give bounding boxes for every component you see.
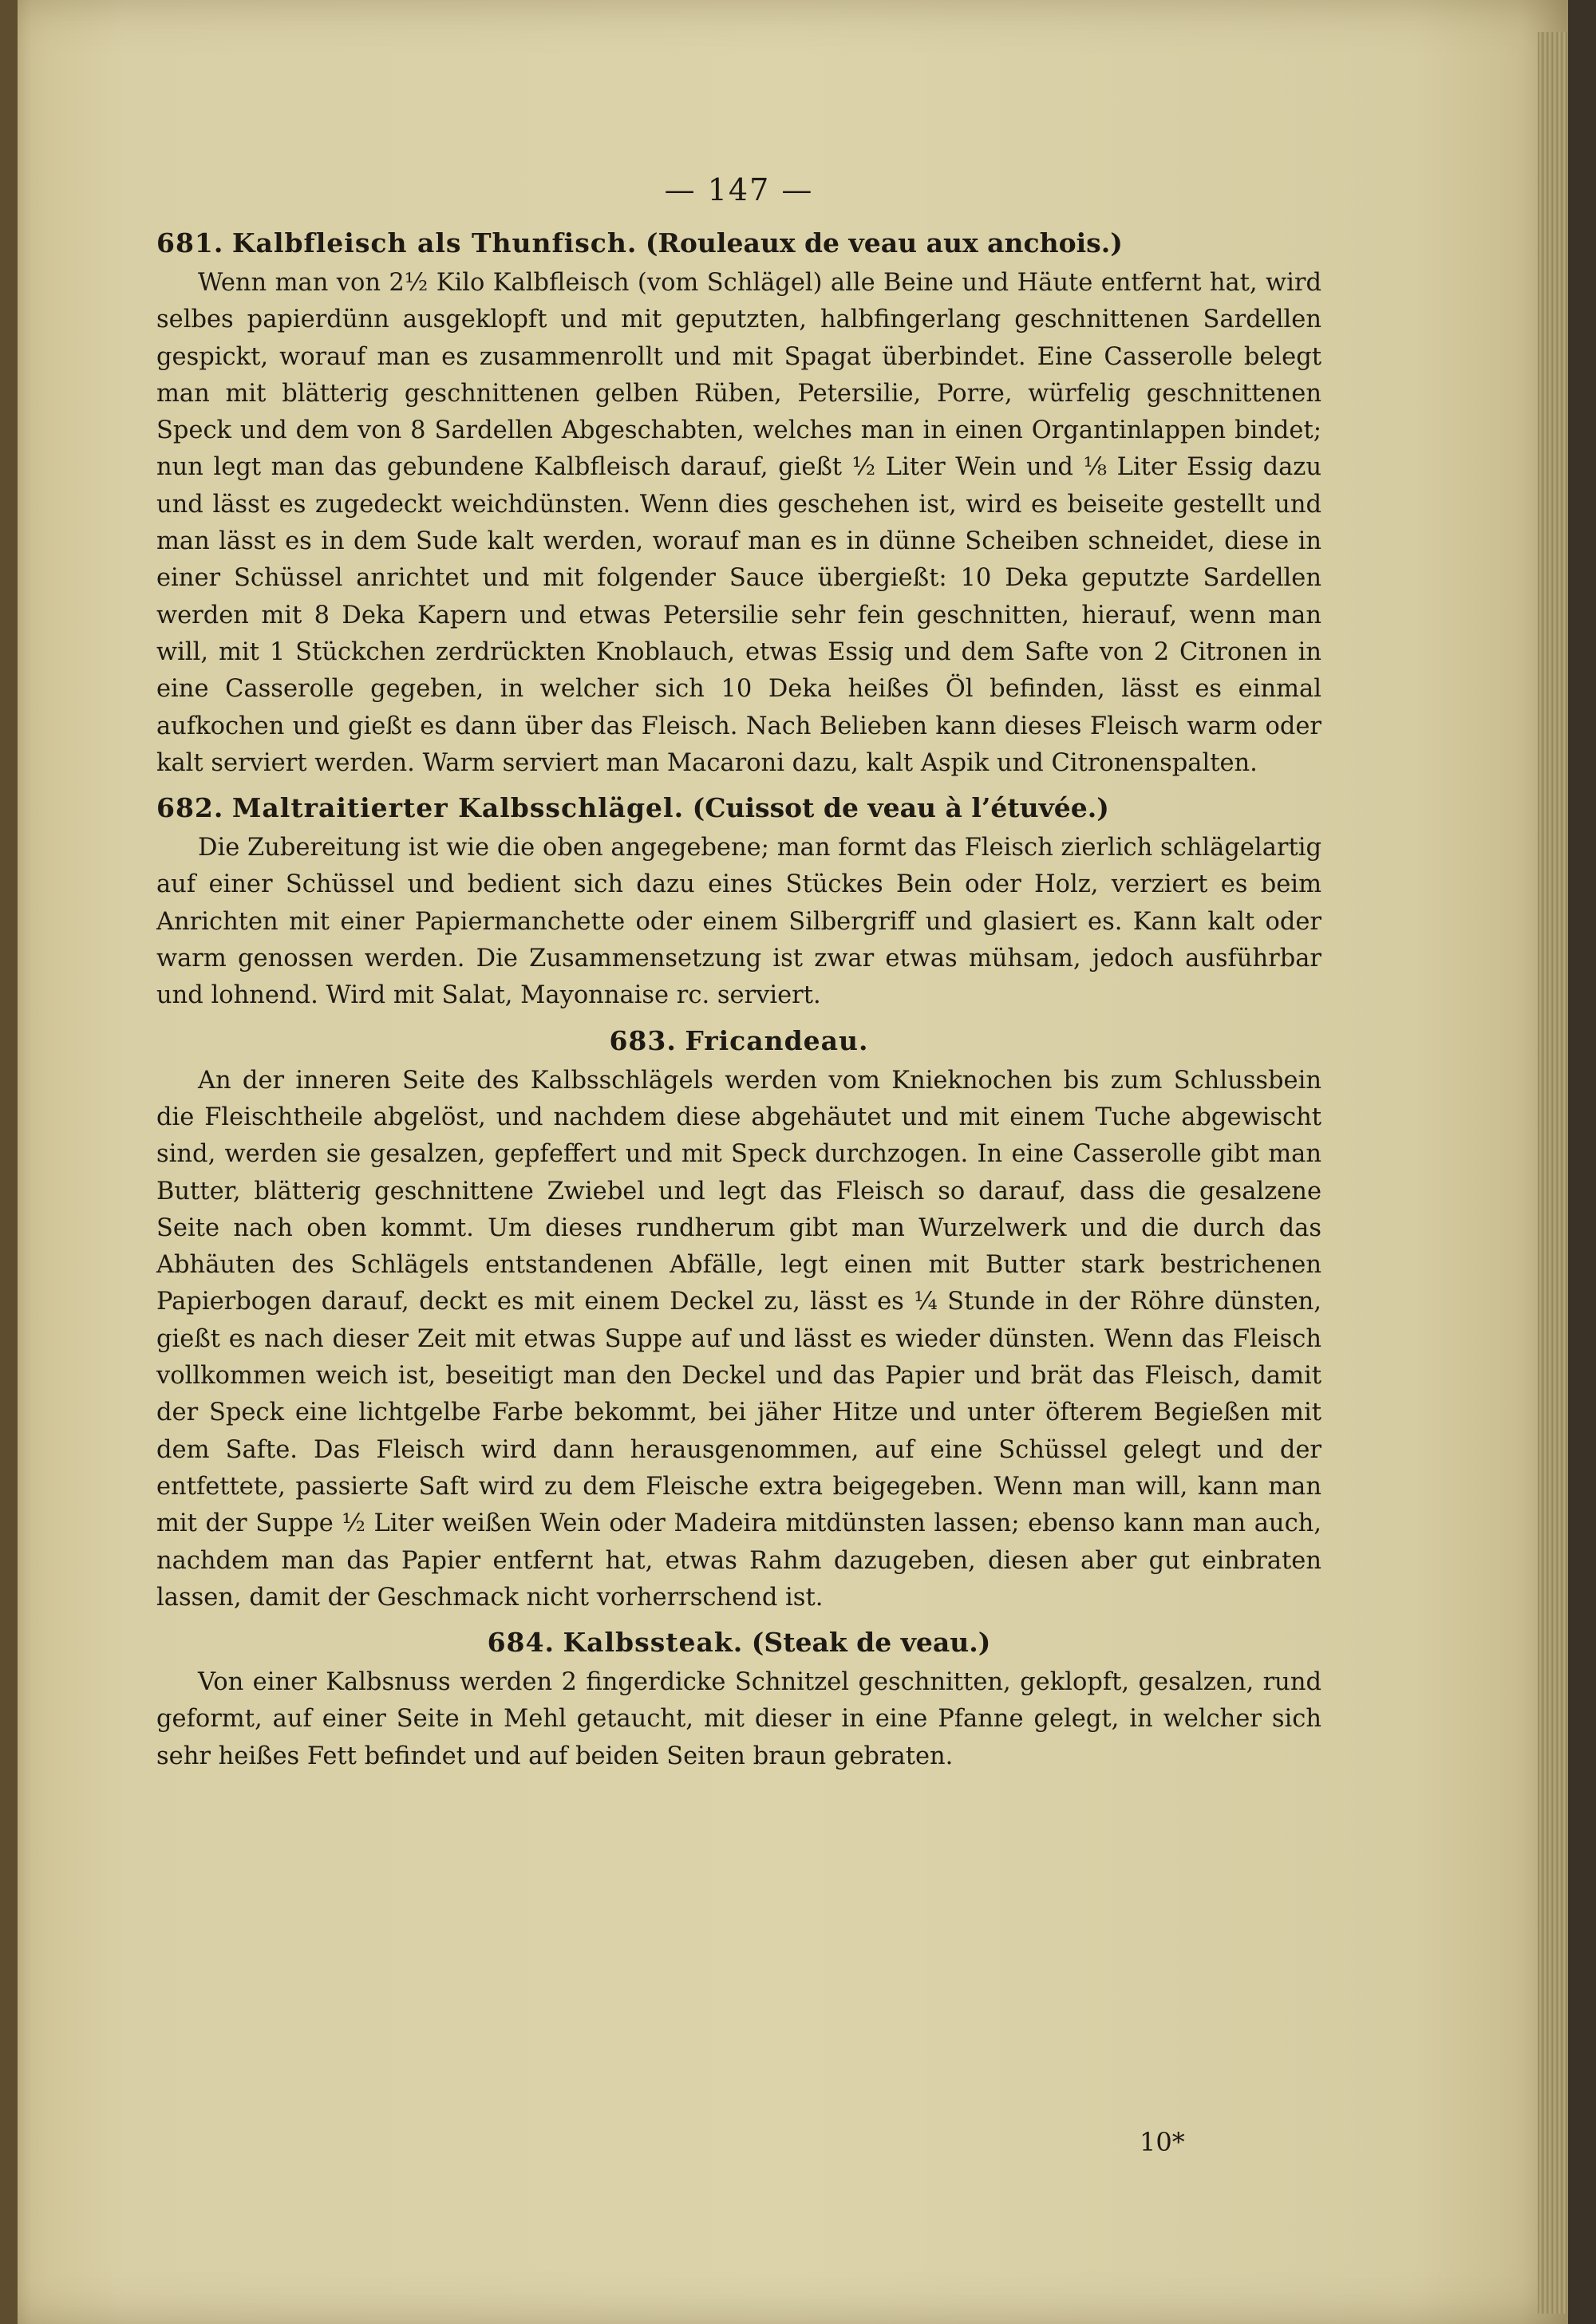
- recipe-title: Fricandeau.: [685, 1024, 869, 1056]
- page-number: — 147 —: [664, 172, 814, 207]
- recipe-french-title: (Rouleaux de veau aux anchois.): [645, 227, 1123, 258]
- recipe-heading: [156, 1621, 1321, 1664]
- recipe-683: [156, 1020, 1321, 1616]
- recipe-684: [156, 1621, 1321, 1775]
- recipe-text: Von einer Kalbsnuss werden 2 fingerdicke Schnitzel geschnitten, geklopft, gesalzen, rund geformt, auf einer Seite in Mehl getaucht, mit dieser in eine Pfanne gelegt, in welcher sich sehr heißes Fett befindet und auf beiden Seiten braun gebraten.: [156, 1668, 1321, 1770]
- recipe-number: 681.: [156, 227, 224, 258]
- recipe-number: 684.: [487, 1627, 555, 1659]
- recipe-title: Kalbssteak.: [563, 1627, 744, 1659]
- page-content: [156, 166, 1321, 1780]
- recipe-number: 682.: [156, 792, 224, 824]
- page-edges: [1538, 32, 1568, 2314]
- recipe-681: [156, 222, 1321, 782]
- recipe-french-title: (Cuissot de veau à l’étuvée.): [692, 792, 1109, 824]
- recipe-number: 683.: [609, 1024, 677, 1056]
- recipe-french-title: (Steak de veau.): [751, 1627, 991, 1659]
- recipe-text: An der inneren Seite des Kalbsschlägels werden vom Knieknochen bis zum Schlussbein die Fleischtheile abgelöst, und nachdem diese abgehäutet und mit einem Tuche abgewischt sind, werden sie gesalzen, gepfeffert und mit Speck durchzogen. In eine Casserolle gibt man Butter, blätterig geschnittene Zwiebel und legt das Fleisch so darauf, dass die gesalzene Seite nach oben kommt. Um dieses rundherum gibt man Wurzelwerk und die durch das Abhäuten des Schlägels entstandenen Abfälle, legt einen mit Butter stark bestrichenen Papierbogen darauf, deckt es mit einem Deckel zu, lässt es ¼ Stunde in der Röhre dünsten, gießt es nach dieser Zeit mit etwas Suppe auf und lässt es wieder dünsten. Wenn das Fleisch vollkommen weich ist, beseitigt man den Deckel und das Papier und brät das Fleisch, damit der Speck eine lichtgelbe Farbe bekommt, bei jäher Hitze und unter öfterem Begießen mit dem Safte. Das Fleisch wird dann herausgenommen, auf eine Schüssel gelegt und der entfettete, passierte Saft wird zu dem Fleische extra beigegeben. Wenn man will, kann man mit der Suppe ½ Liter weißen Wein oder Madeira mitdünsten lassen; ebenso kann man auch, nachdem man das Papier entfernt hat, etwas Rahm dazugeben, diesen aber gut einbraten lassen, damit der Geschmack nicht vorherrschend ist.: [156, 1066, 1321, 1612]
- book-binding: [0, 0, 18, 2324]
- recipe-text: Wenn man von 2½ Kilo Kalbfleisch (vom Schlägel) alle Beine und Häute entfernt hat, wird selbes papierdünn ausgeklopft und mit geputzten, halbfingerlang geschnittenen Sardellen gespickt, worauf man es zusammenrollt und mit Spagat überbindet. Eine Casserolle belegt man mit blätterig geschnittenen gelben Rüben, Petersilie, Porre, würfelig geschnittenen Speck und dem von 8 Sardellen Abgeschabten, welches man in einen Organtinlappen bindet; nun legt man das gebundene Kalbfleisch darauf, gießt ½ Liter Wein und ⅛ Liter Essig dazu und lässt es zugedeckt weichdünsten. Wenn dies geschehen ist, wird es beiseite gestellt und man lässt es in dem Sude kalt werden, worauf man es in dünne Scheiben schneidet, diese in einer Schüssel anrichtet und mit folgender Sauce übergießt: 10 Deka geputzte Sardellen werden mit 8 Deka Kapern und etwas Petersilie sehr fein geschnitten, hierauf, wenn man will, mit 1 Stückchen zerdrückten Knoblauch, etwas Essig und dem Safte von 2 Citronen in eine Casserolle gegeben, in welcher sich 10 Deka heißes Öl befinden, lässt es einmal aufkochen und gießt es dann über das Fleisch. Nach Belieben kann dieses Fleisch warm oder kalt serviert werden. Warm serviert man Macaroni dazu, kalt Aspik und Citronenspalten.: [156, 269, 1321, 777]
- recipe-title: Kalbfleisch als Thunfisch.: [231, 227, 638, 258]
- recipe-title: Maltraitierter Kalbsschlägel.: [231, 792, 685, 824]
- recipe-682: [156, 787, 1321, 1014]
- recipe-text: Die Zubereitung ist wie die oben angegebene; man formt das Fleisch zierlich schlägelartig auf einer Schüssel und bedient sich dazu eines Stückes Bein oder Holz, verziert es beim Anrichten mit einer Papiermanchette oder einem Silbergriff und glasiert es. Kann kalt oder warm genossen werden. Die Zusammensetzung ist zwar etwas mühsam, jedoch ausführbar und lohnend. Wird mit Salat, Mayonnaise rc. serviert.: [156, 834, 1321, 1010]
- recipe-heading: [156, 787, 1321, 830]
- recipe-heading: [156, 1020, 1321, 1063]
- signature-mark: 10*: [1140, 2127, 1185, 2157]
- recipe-heading: [156, 222, 1321, 265]
